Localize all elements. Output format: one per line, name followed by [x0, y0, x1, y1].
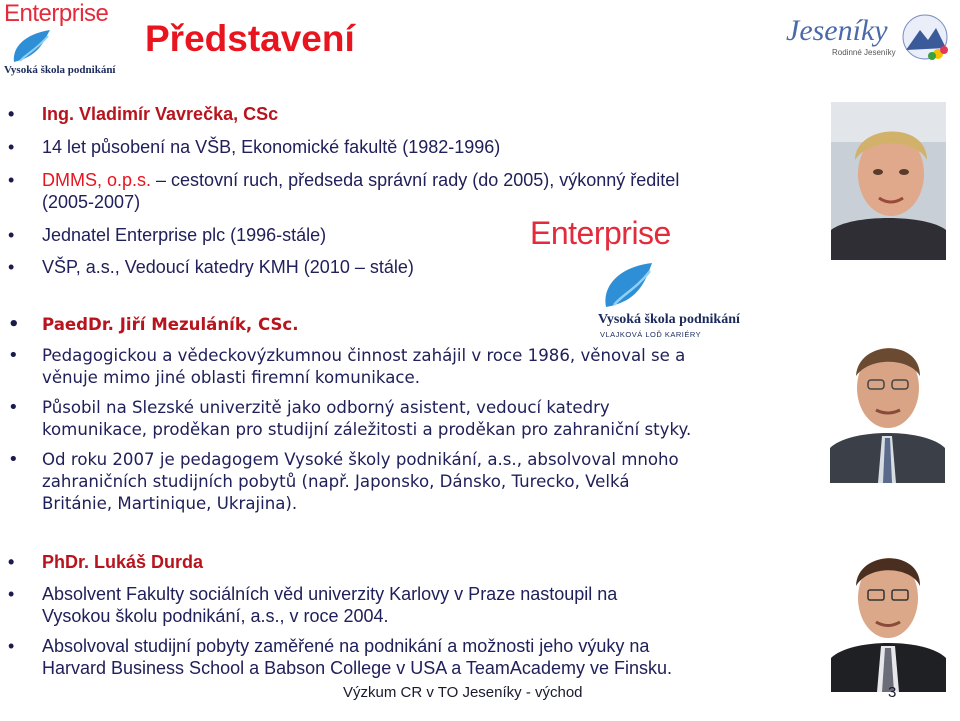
bio-text: Absolvent Fakulty sociálních věd univerzity Karlovy v Praze nastoupil na: [42, 584, 618, 604]
bio-text: zahraničních studijních pobytů (např. Japonsko, Dánsko, Turecko, Velká: [42, 472, 630, 491]
jeseniky-subtitle: Rodinné Jeseníky: [832, 48, 896, 57]
vsp-wordmark: Vysoká škola podnikání: [598, 312, 740, 327]
person-name-vavrecka: • Ing. Vladimír Vavrečka, CSc: [42, 103, 278, 125]
bio-text: Británie, Martinique, Ukrajina).: [42, 494, 298, 513]
bio-text: Harvard Business School a Babson College v USA a TeamAcademy ve Finsku.: [42, 658, 672, 678]
page-title: Představení: [145, 18, 355, 59]
portrait-photo-durda: [831, 530, 946, 692]
person-name-durda: • PhDr. Lukáš Durda: [42, 551, 203, 573]
mountain-flower-icon: [898, 10, 952, 64]
bio-item: • VŠP, a.s., Vedoucí katedry KMH (2010 – stále): [42, 256, 414, 278]
bio-text: věnuje mimo jiné oblasti firemní komunikace.: [42, 368, 421, 387]
footer-text: Výzkum CR v TO Jeseníky - východ: [343, 684, 583, 701]
portrait-photo-vavrecka: [831, 102, 946, 260]
enterprise-wordmark: Enterprise: [530, 215, 671, 251]
bio-text: Působil na Slezské univerzitě jako odborný asistent, vedoucí katedry: [42, 398, 610, 417]
vsp-tagline: VLAJKOVÁ LOĎ KARIÉRY: [600, 330, 702, 339]
page-number: 3: [888, 684, 897, 701]
person-name-mezulanik: • PaedDr. Jiří Mezuláník, CSc.: [42, 314, 299, 336]
bio-item: [42, 397, 691, 441]
bio-text: – cestovní ruch, předseda správní rady (do 2005), výkonný ředitel: [151, 170, 680, 190]
bio-item: [42, 583, 617, 627]
bio-item: [42, 635, 672, 679]
jeseniky-logo: [780, 6, 955, 76]
bio-text: Pedagogickou a vědeckovýzkumnou činnost zahájil v roce 1986, věnoval se a: [42, 346, 686, 365]
bio-item: [42, 449, 679, 515]
bio-text: Vysokou školu podnikání, a.s., v roce 2004.: [42, 606, 389, 626]
vsp-swoosh-icon: [10, 28, 54, 64]
bio-item: • 14 let působení na VŠB, Ekonomické fakultě (1982-1996): [42, 136, 500, 158]
bio-item: • Jednatel Enterprise plc (1996-stále): [42, 224, 326, 246]
dmms-link[interactable]: DMMS, o.p.s.: [42, 170, 152, 190]
enterprise-vsp-logo: [4, 0, 134, 82]
bio-text: (2005-2007): [42, 192, 141, 212]
bio-text: komunikace, proděkan pro studijní záležitosti a proděkan pro zahraniční styky.: [42, 420, 692, 439]
enterprise-wordmark: Enterprise: [4, 0, 109, 27]
portrait-photo-mezulanik: [830, 318, 945, 483]
vsp-swoosh-icon: [602, 261, 656, 309]
enterprise-vsp-logo-large: [530, 215, 770, 345]
bio-text: Od roku 2007 je pedagogem Vysoké školy podnikání, a.s., absolvoval mnoho: [42, 450, 679, 469]
bio-text: Absolvoval studijní pobyty zaměřené na podnikání a možnosti jeho výuky na: [42, 636, 650, 656]
bio-item: [42, 169, 679, 213]
jeseniky-wordmark: Jeseníky: [786, 14, 888, 47]
bio-item: [42, 345, 685, 389]
vsp-wordmark: Vysoká škola podnikání: [4, 64, 116, 76]
